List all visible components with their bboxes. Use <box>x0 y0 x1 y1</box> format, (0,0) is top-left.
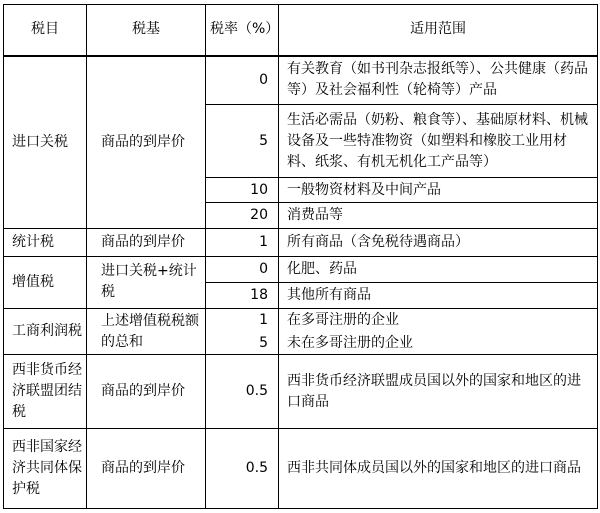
ecowas-levy-name: 西非国家经济共同体保护税 <box>4 429 87 509</box>
import-duty-rate: 10 <box>206 177 279 202</box>
waemu-levy-base: 商品的到岸价 <box>87 355 206 429</box>
header-tax-item: 税目 <box>4 5 87 56</box>
header-tax-base: 税基 <box>87 5 206 56</box>
import-duty-rate: 5 <box>206 105 279 178</box>
import-duty-scope: 消费品等 <box>279 203 598 229</box>
vat-rate: 18 <box>206 282 279 308</box>
profit-tax-rate: 5 <box>206 332 279 355</box>
table-row <box>4 256 598 282</box>
waemu-levy-name: 西非货币经济联盟团结税 <box>4 355 87 429</box>
ecowas-levy-scope: 西非共同体成员国以外的国家和地区的进口商品 <box>279 429 598 509</box>
vat-base: 进口关税+统计税 <box>87 256 206 309</box>
statistics-tax-rate: 1 <box>206 229 279 256</box>
statistics-tax-base: 商品的到岸价 <box>87 229 206 256</box>
import-duty-rate: 20 <box>206 203 279 229</box>
vat-name: 增值税 <box>4 256 87 309</box>
statistics-tax-scope: 所有商品（含免税待遇商品） <box>279 229 598 256</box>
ecowas-levy-rate: 0.5 <box>206 429 279 509</box>
ecowas-levy-base: 商品的到岸价 <box>87 429 206 509</box>
import-duty-scope: 有关教育（如书刊杂志报纸等）、公共健康（药品等）及社会福利性（轮椅等）产品 <box>279 56 598 105</box>
header-row <box>4 5 598 56</box>
tax-table <box>3 4 598 509</box>
vat-scope: 其他所有商品 <box>279 282 598 308</box>
import-duty-base: 商品的到岸价 <box>87 56 206 229</box>
profit-tax-scope: 在多哥注册的企业 <box>279 309 598 332</box>
profit-tax-rate: 1 <box>206 309 279 332</box>
vat-scope: 化肥、药品 <box>279 256 598 282</box>
table-row <box>4 429 598 509</box>
import-duty-name: 进口关税 <box>4 56 87 229</box>
table-row <box>4 309 598 332</box>
waemu-levy-scope: 西非货币经济联盟成员国以外的国家和地区的进口商品 <box>279 355 598 429</box>
header-scope: 适用范围 <box>279 5 598 56</box>
import-duty-rate: 0 <box>206 56 279 105</box>
waemu-levy-rate: 0.5 <box>206 355 279 429</box>
header-tax-rate: 税率（%） <box>206 5 279 56</box>
table-row <box>4 355 598 429</box>
profit-tax-base: 上述增值税税额的总和 <box>87 309 206 355</box>
statistics-tax-name: 统计税 <box>4 229 87 256</box>
table-row <box>4 229 598 256</box>
profit-tax-name: 工商利润税 <box>4 309 87 355</box>
profit-tax-scope: 未在多哥注册的企业 <box>279 332 598 355</box>
import-duty-scope: 一般物资材料及中间产品 <box>279 177 598 202</box>
vat-rate: 0 <box>206 256 279 282</box>
table-row <box>4 56 598 105</box>
import-duty-scope: 生活必需品（奶粉、粮食等）、基础原材料、机械设备及一些特准物资（如塑料和橡胶工业用材料、纸浆、有机无机化工产品等） <box>279 105 598 178</box>
